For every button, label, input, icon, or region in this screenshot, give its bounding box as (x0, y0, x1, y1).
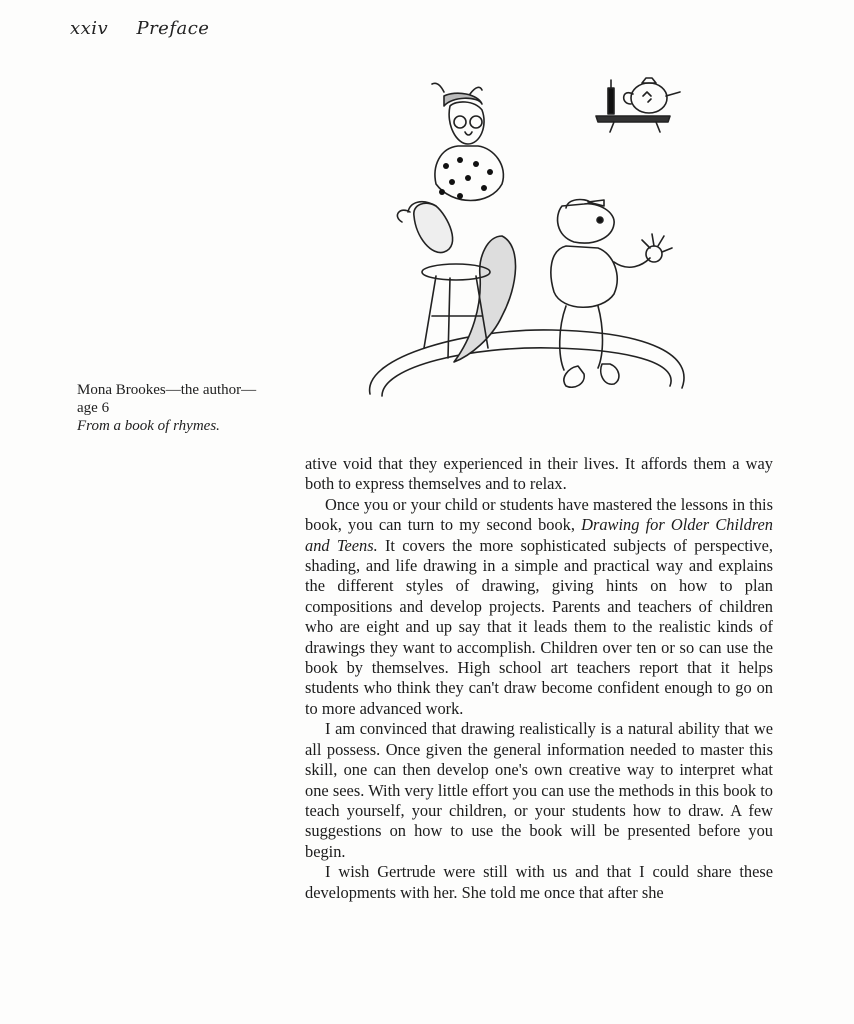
paragraph-4: I wish Gertrude were still with us and that I could share these developments with her. She told me once that after she (305, 862, 773, 902)
running-title: Preface (136, 18, 210, 39)
floor-ellipse (370, 330, 684, 396)
shelf-with-teapot (596, 78, 680, 132)
figure-caption (77, 381, 317, 435)
caption-line-1: Mona Brookes—the author— (77, 382, 257, 398)
running-header (70, 18, 209, 39)
paragraph-2 (305, 495, 773, 719)
girl-on-stool (397, 83, 515, 362)
paragraph-1: ative void that they experienced in their lives. It affords them a way both to express themselves and to relax. (305, 454, 773, 494)
childs-drawing-illustration (352, 66, 702, 438)
book-title: Drawing for Older Children and Teens. (305, 515, 774, 555)
caption-line-2: age 6 (77, 400, 110, 416)
body-text (305, 454, 773, 903)
paragraph-2-part-a: Once you or your child or students have mastered the lessons in this book, you can turn to my second book, (305, 494, 773, 535)
caption-source: From a book of rhymes. (77, 418, 220, 434)
boy-figure (551, 200, 672, 388)
paragraph-2-part-b: It covers the more sophisticated subjects of perspective, shading, and life drawing in a simple and practical way and explains the different styles of drawing, giving hints on how to plan compositions and develop projects. Parents and teachers of children who are eight and up say that it leads them to the realistic kinds of drawings they want to accomplish. Children over ten or so can use the book by themselves. High school art teachers report that it helps students who think they can't draw become confident enough to go on to more advanced work. (305, 535, 774, 718)
paragraph-3: I am convinced that drawing realistically is a natural ability that we all possess. Once given the general information needed to master this skill, one can then develop one's own creative way to interpret what one sees. With very little effort you can use the methods in this book to teach yourself, your children, or your students how to draw. A few suggestions on how to use the book will be presented before you begin. (305, 719, 773, 861)
page-number: xxiv (70, 18, 109, 39)
